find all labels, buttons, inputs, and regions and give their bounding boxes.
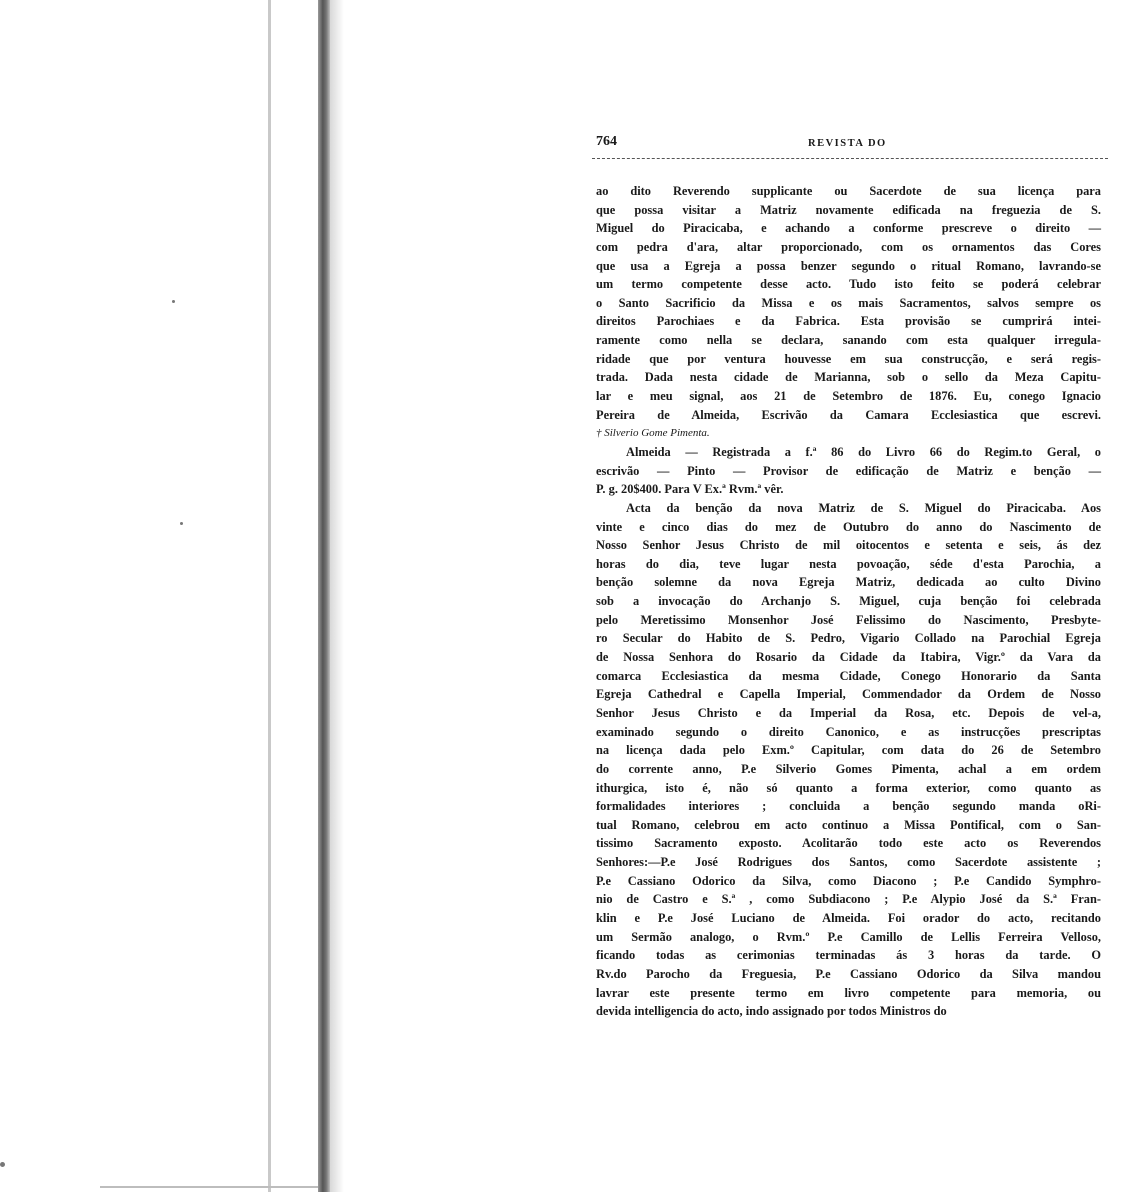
text-line: formalidades interiores ; concluida a benção segundo manda oRi- <box>596 799 1101 814</box>
text-line: tual Romano, celebrou em acto continuo a Missa Pontifical, com o San- <box>596 817 1101 832</box>
text-line: ithurgica, isto é, não só quanto a forma exterior, como quanto as <box>596 780 1101 795</box>
text-line: Pereira de Almeida, Escrivão da Camara Ecclesiastica que escrevi. <box>596 407 1101 422</box>
text-line: um termo competente desse acto. Tudo isto feito se poderá celebrar <box>596 277 1101 292</box>
header-rule <box>592 158 1108 160</box>
text-line: P.e Cassiano Odorico da Silva, como Diacono ; P.e Candido Symphro- <box>596 873 1101 888</box>
text-line: horas do dia, teve lugar nesta povoação, séde d'esta Parochia, a <box>596 556 1101 571</box>
speck <box>180 522 183 525</box>
text-line: na licença dada pelo Exm.º Capitular, com data do 26 de Setembro <box>596 743 1101 758</box>
spine-shadow <box>330 0 344 1192</box>
text-line: † Silverio Gome Pimenta. <box>596 427 710 440</box>
page-bottom-edge <box>100 1186 340 1188</box>
text-line: trada. Dada nesta cidade de Marianna, sob o sello da Meza Capitu- <box>596 370 1101 385</box>
text-line: devida intelligencia do acto, indo assignado por todos Ministros do <box>596 1004 947 1019</box>
book-spine <box>318 0 330 1192</box>
text-line: com pedra d'ara, altar proporcionado, com os ornamentos das Cores <box>596 239 1101 254</box>
text-line: ro Secular do Habito de S. Pedro, Vigario Collado na Parochial Egreja <box>596 631 1101 646</box>
text-line: nio de Castro e S.ª , como Subdiacono ; P.e Alypio José da S.ª Fran- <box>596 892 1101 907</box>
text-line: benção solemne da nova Egreja Matriz, dedicada ao culto Divino <box>596 575 1101 590</box>
text-line: Acta da benção da nova Matriz de S. Miguel do Piracicaba. Aos <box>626 500 1101 515</box>
text-line: escrivão — Pinto — Provisor de edificação de Matriz e benção — <box>596 463 1101 478</box>
text-line: P. g. 20$400. Para V Ex.ª Rvm.ª vêr. <box>596 482 784 497</box>
speck <box>172 300 175 303</box>
text-line: klin e P.e José Luciano de Almeida. Foi orador do acto, recitando <box>596 910 1101 925</box>
text-line: Nosso Senhor Jesus Christo de mil oitocentos e setenta e seis, ás dez <box>596 538 1101 553</box>
text-line: ao dito Reverendo supplicante ou Sacerdote de sua licença para <box>596 184 1101 198</box>
text-line: examinado segundo o direito Canonico, e as instrucções prescriptas <box>596 724 1101 739</box>
text-line: direitos Parochiaes e da Fabrica. Esta provisão se cumprirá intei- <box>596 314 1101 329</box>
text-line: Senhor Jesus Christo e da Imperial da Rosa, etc. Depois de vel-a, <box>596 705 1101 720</box>
text-line: o Santo Sacrificio da Missa e os mais Sacramentos, salvos sempre os <box>596 295 1101 310</box>
text-line: ridade que por ventura houvesse em sua construcção, e será regis- <box>596 351 1101 366</box>
body-text <box>596 182 1101 1021</box>
text-line: que possa visitar a Matriz novamente edificada na freguezia de S. <box>596 202 1101 217</box>
text-line: lavrar este presente termo em livro competente para memoria, ou <box>596 985 1101 1000</box>
text-line: Almeida — Registrada a f.ª 86 do Livro 66 do Regim.to Geral, o <box>626 444 1101 459</box>
text-line: Rv.do Parocho da Freguesia, P.e Cassiano Odorico da Silva mandou <box>596 966 1101 981</box>
text-line: ficando todas as cerimonias terminadas ás 3 horas da tarde. O <box>596 948 1101 963</box>
running-head <box>592 130 1108 156</box>
text-line: Miguel do Piracicaba, e achando a conforme prescreve o direito — <box>596 221 1101 236</box>
text-line: Egreja Cathedral e Capella Imperial, Commendador da Ordem de Nosso <box>596 687 1101 702</box>
book-page <box>592 130 1108 1019</box>
text-line: Senhores:—P.e José Rodrigues dos Santos, como Sacerdote assistente ; <box>596 855 1101 870</box>
page-edge-line <box>268 0 271 1192</box>
page-number: 764 <box>596 134 617 149</box>
running-title: REVISTA DO <box>808 138 887 149</box>
text-line: sob a invocação do Archanjo S. Miguel, cuja benção foi celebrada <box>596 594 1101 609</box>
text-line: que usa a Egreja a possa benzer segundo o ritual Romano, lavrando-se <box>596 258 1101 273</box>
text-line: de Nossa Senhora do Rosario da Cidade da Itabira, Vigr.º da Vara da <box>596 650 1101 665</box>
text-line: vinte e cinco dias do mez de Outubro do anno do Nascimento de <box>596 519 1101 534</box>
text-line: lar e meu signal, aos 21 de Setembro de 1876. Eu, conego Ignacio <box>596 389 1101 404</box>
text-line: ramente como nella se declara, sanando com esta qualquer irregula- <box>596 333 1101 348</box>
text-line: pelo Meretissimo Monsenhor José Felissimo do Nascimento, Presbyte- <box>596 612 1101 627</box>
text-line: do corrente anno, P.e Silverio Gomes Pimenta, achal a em ordem <box>596 761 1101 776</box>
facing-page <box>0 0 340 1192</box>
text-line: tissimo Sacramento exposto. Acolitarão todo este acto os Reverendos <box>596 836 1101 851</box>
text-line: comarca Ecclesiastica da mesma Cidade, Conego Honorario da Santa <box>596 668 1101 683</box>
speck <box>0 1162 5 1167</box>
text-line: um Sermão analogo, o Rvm.º P.e Camillo de Lellis Ferreira Velloso, <box>596 929 1101 944</box>
